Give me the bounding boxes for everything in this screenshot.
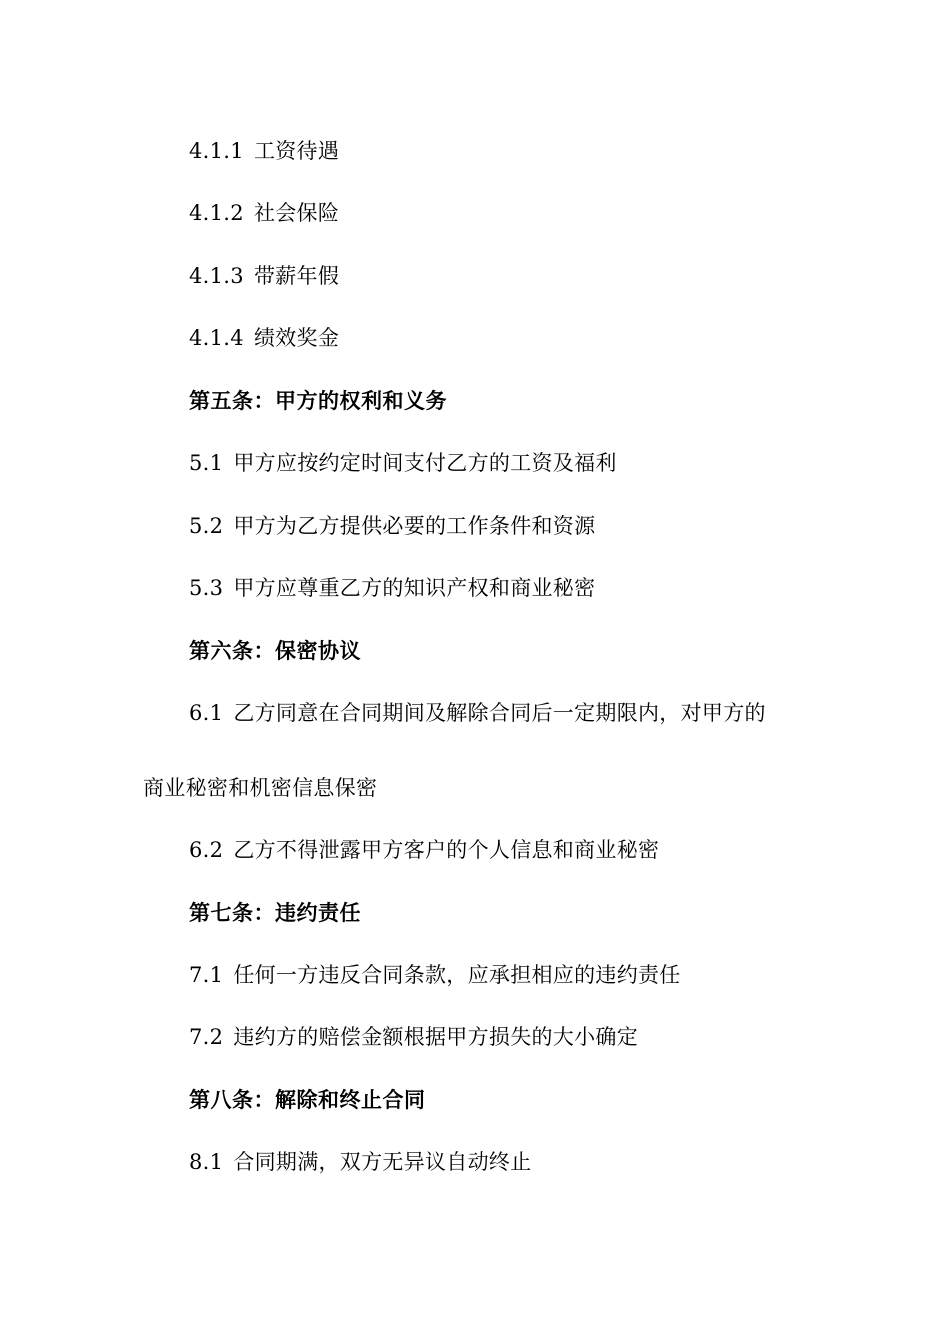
clause-number: 7.2 xyxy=(189,1025,224,1049)
clause-7-2 xyxy=(189,1023,638,1051)
clause-text: 甲方为乙方提供必要的工作条件和资源 xyxy=(233,514,596,538)
clause-7-1 xyxy=(189,961,681,989)
clause-number: 5.2 xyxy=(189,514,224,538)
clause-number: 7.1 xyxy=(189,963,224,987)
clause-number: 6.2 xyxy=(189,838,224,862)
clause-text: 甲方应尊重乙方的知识产权和商业秘密 xyxy=(233,576,596,600)
clause-number: 4.1.3 xyxy=(189,264,244,288)
clause-number: 5.3 xyxy=(189,576,224,600)
clause-number: 6.1 xyxy=(189,701,224,725)
clause-number: 5.1 xyxy=(189,451,224,475)
article-heading-5: 第五条：甲方的权利和义务 xyxy=(189,389,447,413)
clause-text: 合同期满，双方无异议自动终止 xyxy=(233,1150,532,1174)
clause-5-1 xyxy=(189,449,617,477)
article-heading-6: 第六条：保密协议 xyxy=(189,639,361,663)
clause-4-1-2 xyxy=(189,199,339,227)
clause-4-1-4 xyxy=(189,324,339,352)
clause-text: 乙方同意在合同期间及解除合同后一定期限内，对甲方的 xyxy=(233,701,766,725)
clause-5-2 xyxy=(189,512,595,540)
clause-text: 违约方的赔偿金额根据甲方损失的大小确定 xyxy=(233,1025,639,1049)
clause-text: 带薪年假 xyxy=(253,264,340,288)
clause-5-3 xyxy=(189,574,595,602)
clause-8-1 xyxy=(189,1148,532,1176)
clause-text: 任何一方违反合同条款，应承担相应的违约责任 xyxy=(233,963,681,987)
clause-text: 工资待遇 xyxy=(253,139,340,163)
clause-text: 社会保险 xyxy=(253,201,340,225)
clause-number: 4.1.2 xyxy=(189,201,244,225)
clause-6-1 xyxy=(189,699,766,727)
clause-number: 4.1.4 xyxy=(189,326,244,350)
clause-6-2 xyxy=(189,836,659,864)
clause-4-1-1 xyxy=(189,137,339,165)
article-heading-8: 第八条：解除和终止合同 xyxy=(189,1088,426,1112)
clause-6-1-continuation: 商业秘密和机密信息保密 xyxy=(143,776,378,800)
article-heading-7: 第七条：违约责任 xyxy=(189,901,361,925)
clause-number: 8.1 xyxy=(189,1150,224,1174)
clause-number: 4.1.1 xyxy=(189,139,244,163)
clause-text: 乙方不得泄露甲方客户的个人信息和商业秘密 xyxy=(233,838,660,862)
clause-4-1-3 xyxy=(189,262,339,290)
clause-text: 甲方应按约定时间支付乙方的工资及福利 xyxy=(233,451,617,475)
clause-text: 绩效奖金 xyxy=(253,326,340,350)
